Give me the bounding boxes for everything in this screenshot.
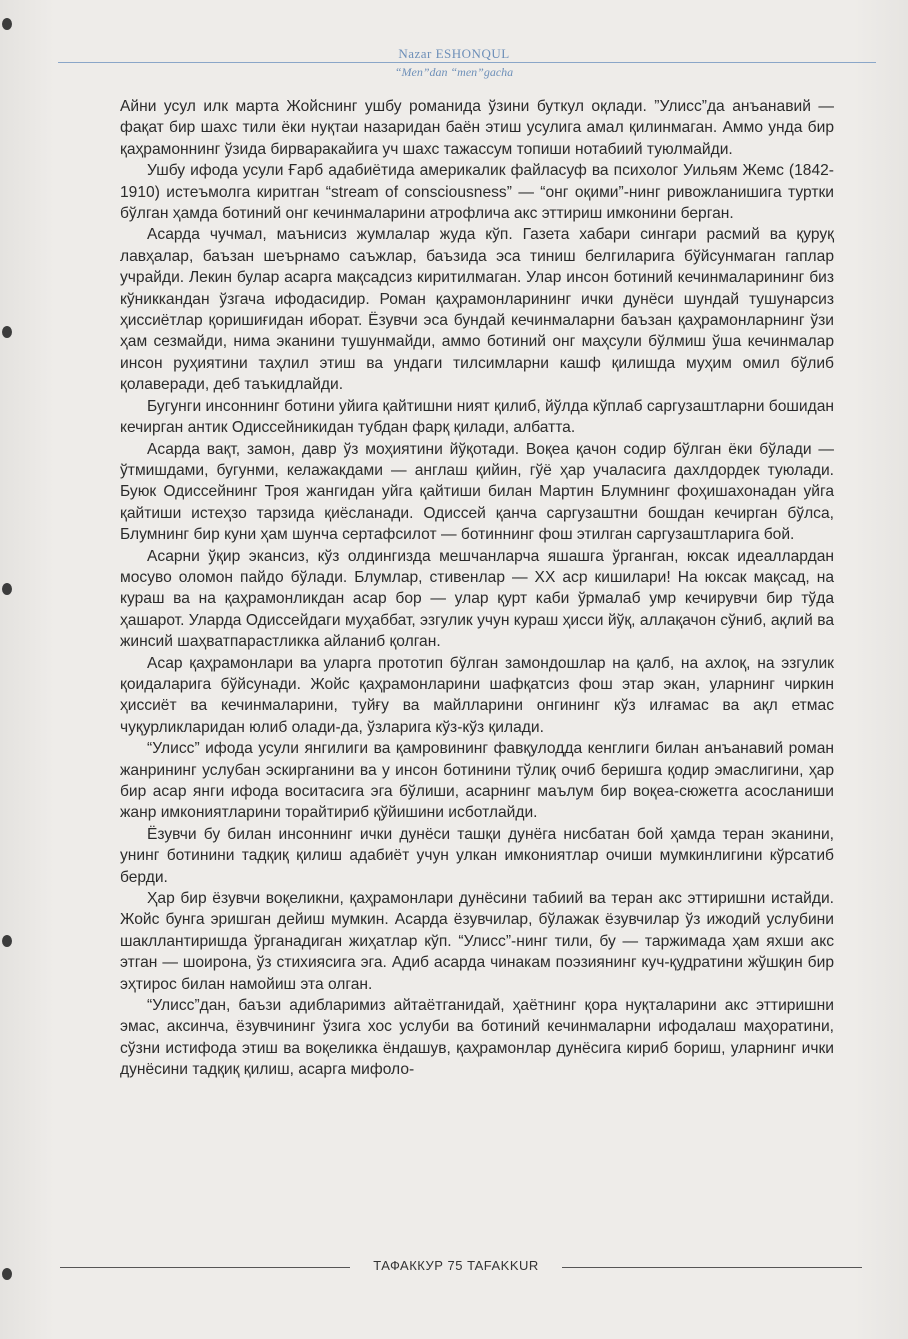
paragraph: Бугунги инсоннинг ботини уйига қайтишни ният қилиб, йўлда кўплаб саргузаштларни бошидан кечирган антик Одиссейникидан тубдан фарқ қилади, албатта.	[120, 397, 834, 437]
binder-hole	[2, 935, 12, 947]
paragraph: Асарда чучмал, маънисиз жумлалар жуда кўп. Газета хабари сингари расмий ва қуруқ лавҳалар, баъзан шеърнамо саъжлар, баъзида эса тиниш белгиларига бўйсунмаган гаплар учрайди. Лекин булар асарга мақсадсиз киритилмаган. Улар инсон ботиний кечинмаларининг биз кўниккандан ўзгача ифодасидир. Роман қаҳрамонларининг ички дунёси шундай тушунарсиз ҳиссиётлар қоришиғидан иборат. Ёзувчи эса бундай кечинмаларни баъзан қаҳрамонларнинг ўзи ҳам сезмайди, нима эканини тушунмайди, аммо ботиний онг маҳсули бўлмиш ўша кечинмалар инсон руҳиятини таҳлил этиш ва ундаги тилсимларни кашф қилишда муҳим омил бўлиб қолаверади, деб таъкидлайди.	[120, 226, 834, 394]
binder-hole	[2, 583, 12, 595]
binder-hole	[2, 326, 12, 338]
paragraph: Асарда вақт, замон, давр ўз моҳиятини йўқотади. Воқеа қачон содир бўлган ёки бўлади — ўтмишдами, бугунми, келажакдами — англаш қийин, гўё ҳар учаласига дахлдордек туюлади. Буюк Одиссейнинг Троя жангидан уйга қайтиши билан Мартин Блумнинг фоҳишахонадан уйга қайтиши истеҳзо тарзида қиёсланади. Одиссей қанча саргузаштни бошдан кечирган бўлса, Блумнинг бир куни ҳам шунча сертафсилот — ботиннинг фош этилган саргузаштларига бой.	[120, 440, 834, 544]
paragraph: Ҳар бир ёзувчи воқеликни, қаҳрамонлари дунёсини табиий ва теран акс эттиришни истайди. Жойс бунга эришган дейиш мумкин. Асарда ёзувчилар, бўлажак ёзувчилар ўз ижодий услубини шакллантиришда ўрганадиган жиҳатлар кўп. “Улисс”-нинг тили, бу — таржимада ҳам яхши акс этган — шоирона, ўз стихиясига эга. Адиб асарда чинакам поэзиянинг куч-қудратини жўшқин бир эҳтирос билан намойиш эта олган.	[120, 890, 834, 993]
article-body	[120, 96, 834, 1081]
header-rule	[58, 62, 876, 63]
paragraph: Асар қаҳрамонлари ва уларга прототип бўлган замондошлар на қалб, на ахлоқ, на эзгулик қоидаларига бўйсунади. Жойс қаҳрамонларини шафқатсиз фош этар экан, уларнинг чиркин ҳиссиёт ва кечинмаларини, туйғу ва майлларини онгининг кўз илғамас ва ақл етмас чуқурликларидан юлиб олади-да, ўзларига кўз-кўз қилади.	[120, 654, 834, 736]
paragraph: Ёзувчи бу билан инсоннинг ички дунёси ташқи дунёга нисбатан бой ҳамда теран эканини, унинг ботинини тадқиқ қилиш адабиёт учун улкан имкониятлар очиши мумкинлигини кўрсатиб берди.	[120, 825, 834, 886]
paragraph: Айни усул илк марта Жойснинг ушбу романида ўзини буткул оқлади. ”Улисс”да анъанавий — фақат бир шахс тили ёки нуқтаи назаридан баён этиш усулига амал қилинмаган. Аммо унда бир қаҳрамоннинг ўзида бирваракайига уч шахс тажассум топиши нотабиий туюлмайди.	[120, 98, 834, 158]
footer-rule-right	[562, 1267, 862, 1268]
page-number-label: ТАФАККУР 75 TAFAKKUR	[373, 1258, 539, 1273]
paragraph: Ушбу ифода усули Ғарб адабиётида америкалик файласуф ва психолог Уильям Жемс (1842-1910) истеъмолга киритган “stream of consciousness” — “онг оқими”-нинг ривожланишига туртки бўлган ҳамда ботиний онг кечинмаларини атрофлича акс эттириш имконини берган.	[120, 162, 834, 223]
paragraph: Асарни ўқир экансиз, кўз олдингизда мешчанларча яшашга ўрганган, юксак идеаллардан мосуво оломон пайдо бўлади. Блумлар, стивенлар — XX аср кишилари! На юксак мақсад, на кураш ва на қаҳрамонликдан асар бор — улар қурт каби ўрмалаб умр кечирувчи бир тўда ҳашарот. Уларда Одиссейдаги муҳаббат, эзгулик учун кураш ҳисси йўқ, аллақачон сўниб, ақлий ва жинсий шаҳватпарастликка айланиб қолган.	[120, 547, 834, 651]
running-title: “Men”dan “men”gacha	[394, 65, 514, 79]
footer-rule-left	[60, 1267, 350, 1268]
binder-hole	[2, 18, 12, 30]
paragraph: “Улисс”дан, баъзи адибларимиз айтаётганидай, ҳаётнинг қора нуқталарини акс эттиришни эмас, аксинча, ёзувчининг ўзига хос услуби ва ботиний кечинмаларни ифодалаш маҳоратини, сўзни истифода этиш ва воқеликка ёндашув, қаҳрамонлар дунёсига кириб бориш, уларнинг ички дунёсини тадқиқ қилиш, асарга мифоло-	[120, 997, 834, 1079]
paragraph: “Улисс” ифода усули янгилиги ва қамровининг фавқулодда кенглиги билан анъанавий роман жанрининг услубан эскирганини ва у инсон ботинини тўлиқ очиб беришга қодир эмаслигини, ҳар бир асар янги ифода воситасига эга бўлиши, асарнинг маълум бир воқеа-сюжетга асосланиши жанр имкониятларини торайтириб қўйишини исботлайди.	[120, 740, 834, 822]
page-footer	[0, 1258, 908, 1278]
running-author: Nazar ESHONQUL	[398, 46, 510, 61]
